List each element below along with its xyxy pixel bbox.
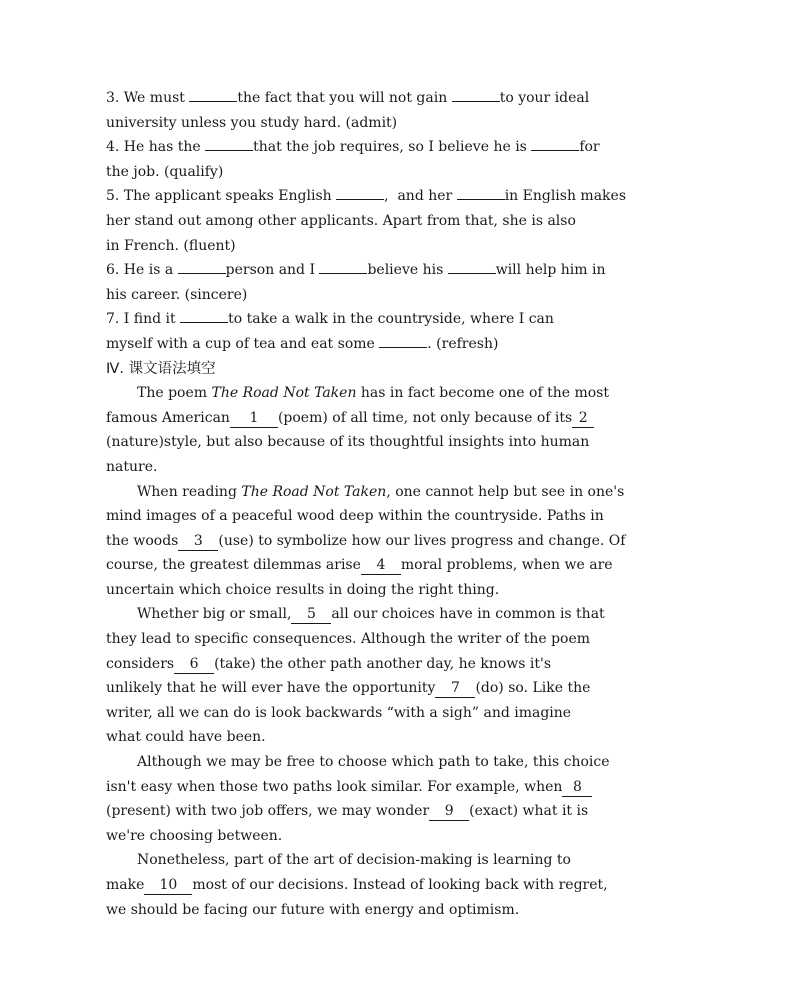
p2-line1: When reading The Road Not Taken, one cannot help but see in one's xyxy=(137,483,625,500)
p4-line2: isn't easy when those two paths look similar. For example, when 8 xyxy=(106,775,686,800)
p1-line4: nature. xyxy=(106,458,158,475)
answer-blank[interactable] xyxy=(336,184,384,200)
answer-blank[interactable] xyxy=(189,86,237,102)
q4-line2: the job. (qualify) xyxy=(106,163,224,180)
poem-title: The Road Not Taken xyxy=(241,483,387,500)
p3-line6: what could have been. xyxy=(106,729,266,746)
blank-3[interactable]: 3 xyxy=(178,532,218,551)
q6-line2: his career. (sincere) xyxy=(106,286,248,303)
p3-line4: unlikely that he will ever have the opportunity 7 (do) so. Like the xyxy=(106,680,591,697)
p2-line5: uncertain which choice results in doing the right thing. xyxy=(106,581,500,598)
blank-9[interactable]: 9 xyxy=(429,802,469,821)
blank-5[interactable]: 5 xyxy=(291,605,331,624)
section-heading: Ⅳ. 课文语法填空 xyxy=(106,360,216,377)
q3-line2: university unless you study hard. (admit) xyxy=(106,114,398,131)
answer-blank[interactable] xyxy=(457,184,505,200)
answer-blank[interactable] xyxy=(379,332,427,348)
answer-blank[interactable] xyxy=(531,135,579,151)
q6-line1: 6. He is a person and I believe his will help him in xyxy=(106,258,686,283)
p5-line1: Nonetheless, part of the art of decision-making is learning to xyxy=(137,852,571,869)
answer-blank[interactable] xyxy=(452,86,500,102)
p3-line3: considers 6 (take) the other path another day, he knows it's xyxy=(106,655,552,672)
answer-blank[interactable] xyxy=(319,258,367,274)
p1-line2: famous American 1 (poem) of all time, not only because of its 2 xyxy=(106,406,686,431)
p1-line1: The poem The Road Not Taken has in fact become one of the most xyxy=(137,385,609,402)
q3-line1: 3. We must the fact that you will not gain to your ideal xyxy=(106,86,686,111)
p4-line3: (present) with two job offers, we may wonder 9 (exact) what it is xyxy=(106,803,589,820)
p3-line2: they lead to specific consequences. Although the writer of the poem xyxy=(106,631,591,648)
p2-line3: the woods 3 (use) to symbolize how our lives progress and change. Of xyxy=(106,532,626,549)
p3-line1: Whether big or small, 5 all our choices have in common is that xyxy=(137,606,605,623)
worksheet-page xyxy=(106,86,686,922)
p5-line2: make 10 most of our decisions. Instead of looking back with regret, xyxy=(106,877,608,893)
answer-blank[interactable] xyxy=(178,258,226,274)
p4-line1: Although we may be free to choose which path to take, this choice xyxy=(137,754,610,771)
blank-8[interactable]: 8 xyxy=(562,778,592,797)
q7-line1: 7. I find it to take a walk in the countryside, where I can xyxy=(106,307,686,332)
answer-blank[interactable] xyxy=(448,258,496,274)
blank-6[interactable]: 6 xyxy=(174,655,214,674)
blank-4[interactable]: 4 xyxy=(361,556,401,575)
q7-line2: myself with a cup of tea and eat some . (refresh) xyxy=(106,332,686,357)
p2-line4: course, the greatest dilemmas arise 4 moral problems, when we are xyxy=(106,557,613,574)
blank-7[interactable]: 7 xyxy=(435,679,475,698)
q4-line1: 4. He has the that the job requires, so I believe he is for xyxy=(106,135,686,160)
p4-line4: we're choosing between. xyxy=(106,827,283,844)
blank-1[interactable]: 1 xyxy=(230,409,278,428)
blank-10[interactable]: 10 xyxy=(144,876,192,895)
answer-blank[interactable] xyxy=(180,307,228,323)
answer-blank[interactable] xyxy=(205,135,253,151)
p3-line5: writer, all we can do is look backwards “with a sigh” and imagine xyxy=(106,704,572,721)
q5-line3: in French. (fluent) xyxy=(106,237,236,254)
q5-line1: 5. The applicant speaks English , and her in English makes xyxy=(106,184,686,209)
blank-2[interactable]: 2 xyxy=(572,409,594,428)
poem-title: The Road Not Taken xyxy=(211,385,357,402)
p1-line3: (nature)style, but also because of its thoughtful insights into human xyxy=(106,434,590,451)
p2-line2: mind images of a peaceful wood deep within the countryside. Paths in xyxy=(106,508,604,525)
p5-line3: we should be facing our future with energy and optimism. xyxy=(106,901,520,918)
q5-line2: her stand out among other applicants. Apart from that, she is also xyxy=(106,212,576,229)
